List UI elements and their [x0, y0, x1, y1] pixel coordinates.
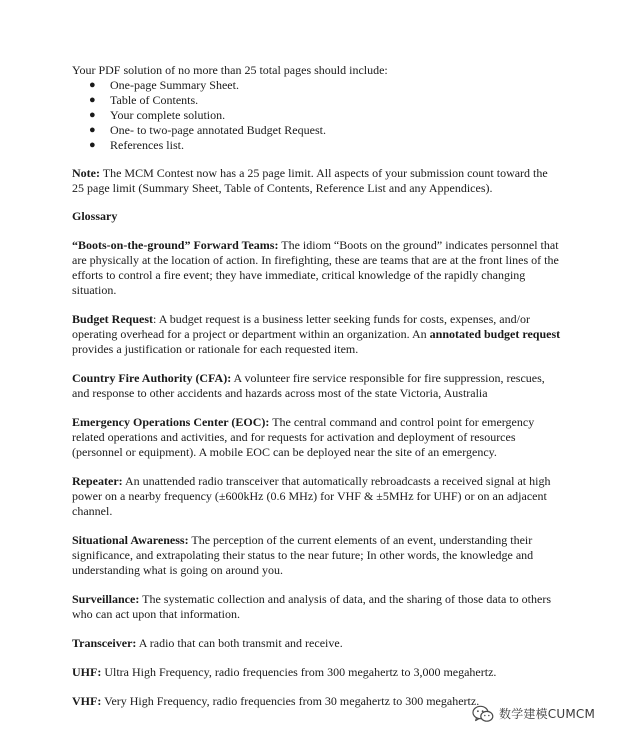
term-label: Budget Request	[72, 312, 154, 326]
glossary-entry-repeater	[72, 474, 562, 519]
list-item: ● One-page Summary Sheet.	[89, 78, 239, 92]
document-page	[72, 63, 562, 709]
include-list	[72, 78, 562, 153]
watermark	[472, 704, 595, 724]
term-bold-phrase: annotated budget request	[429, 327, 561, 341]
wechat-icon	[472, 705, 494, 723]
term-label: VHF:	[72, 694, 102, 708]
term-definition: An unattended radio transceiver that automatically rebroadcasts a received signal at high power on a nearby frequency (±600kHz (0.6 MHz) for VHF & ±5MHz for UHF) or on an adjacent channel.	[72, 474, 551, 518]
note-label: Note:	[72, 166, 100, 180]
bullet-icon: ●	[89, 109, 96, 121]
term-label: Country Fire Authority (CFA):	[72, 371, 232, 385]
term-label: Surveillance:	[72, 592, 140, 606]
glossary-entry-surveillance	[72, 592, 562, 622]
term-definition: A radio that can both transmit and receive.	[136, 636, 343, 650]
glossary-entry-boots	[72, 238, 562, 298]
glossary-entry-uhf	[72, 665, 562, 680]
glossary-entry-transceiver	[72, 636, 562, 651]
term-label: Situational Awareness:	[72, 533, 189, 547]
list-item: ● Table of Contents.	[89, 93, 199, 107]
term-definition: The central command and control point for emergency related operations and activities, and for requests for activation and deployment of resources (personnel or equipment). A mobile EOC can be deployed near the site of an emergency.	[72, 415, 535, 459]
watermark-text: 数学建模CUMCM	[499, 706, 596, 721]
term-definition: : A budget request is a business letter seeking funds for costs, expenses, and/or operating overhead for a project or department within an organization. An	[72, 312, 530, 341]
note-paragraph	[72, 166, 562, 196]
term-definition: The systematic collection and analysis of data, and the sharing of those data to others who can act upon that information.	[72, 592, 551, 621]
note-text: The MCM Contest now has a 25 page limit. All aspects of your submission count toward the 25 page limit (Summary Sheet, Table of Contents, Reference List and any Appendices).	[72, 166, 548, 195]
term-definition: The perception of the current elements of an event, understanding their significance, and extrapolating their status to the near future; In other words, the knowledge and understanding what is going on around you.	[72, 533, 534, 577]
glossary-entry-cfa	[72, 371, 562, 401]
term-label: Emergency Operations Center (EOC):	[72, 415, 270, 429]
term-definition: Ultra High Frequency, radio frequencies from 300 megahertz to 3,000 megahertz.	[101, 665, 497, 679]
term-definition: Very High Frequency, radio frequencies from 30 megahertz to 300 megahertz.	[101, 694, 480, 708]
term-definition: The idiom “Boots on the ground” indicates personnel that are physically at the location of action. In firefighting, these are teams that are at the front lines of the efforts to control a fire event; they have immediate, critical knowledge of the rapidly changing situation.	[72, 238, 559, 297]
bullet-icon: ●	[89, 139, 96, 151]
term-label: Repeater:	[72, 474, 123, 488]
glossary-entry-eoc	[72, 415, 562, 460]
term-label: “Boots-on-the-ground” Forward Teams:	[72, 238, 279, 252]
term-label: Transceiver:	[72, 636, 137, 650]
glossary-heading: Glossary	[72, 209, 118, 223]
bullet-icon: ●	[89, 124, 96, 136]
term-definition: A volunteer fire service responsible for fire suppression, rescues, and response to other accidents and hazards across most of the state Victoria, Australia	[72, 371, 545, 400]
term-label: UHF:	[72, 665, 102, 679]
glossary-entry-situational-awareness	[72, 533, 562, 578]
list-item: ● Your complete solution.	[89, 108, 226, 122]
bullet-icon: ●	[89, 94, 96, 106]
term-definition-end: provides a justification or rationale for each requested item.	[72, 342, 359, 356]
list-item: ● References list.	[89, 138, 184, 152]
intro-text: Your PDF solution of no more than 25 total pages should include:	[72, 63, 388, 77]
bullet-icon: ●	[89, 79, 96, 91]
glossary-entry-budget-request	[72, 312, 562, 357]
list-item: ● One- to two-page annotated Budget Request.	[89, 123, 326, 137]
